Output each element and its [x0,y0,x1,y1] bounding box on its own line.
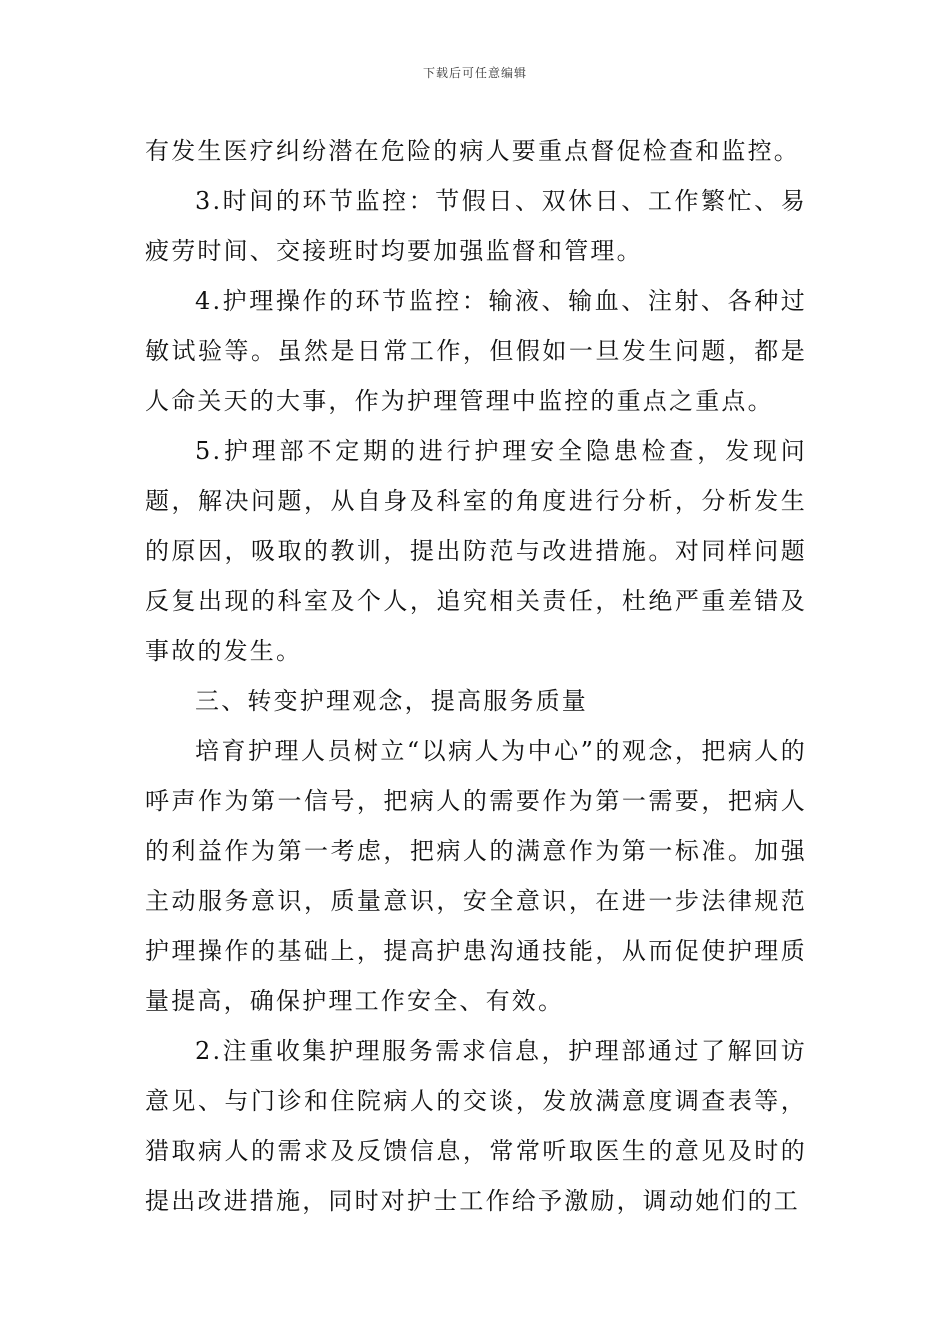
paragraph-6: 2.注重收集护理服务需求信息，护理部通过了解回访意见、与门诊和住院病人的交谈，发放满意度调查表等，猎取病人的需求及反馈信息，常常听取医生的意见及时的提出改进措施，同时对护士工作给予激励，调动她们的工 [145,1037,807,1215]
paragraph-4: 5.护理部不定期的进行护理安全隐患检查，发现问题，解决问题，从自身及科室的角度进行分析，分析发生的原因，吸取的教训，提出防范与改进措施。对同样问题反复出现的科室及个人，追究相关责任，杜绝严重差错及事故的发生。 [145,437,807,665]
paragraph-2: 3.时间的环节监控：节假日、双休日、工作繁忙、易疲劳时间、交接班时均要加强监督和管理。 [145,187,807,265]
paragraph-5: 培育护理人员树立“以病人为中心”的观念，把病人的呼声作为第一信号，把病人的需要作为第一需要，把病人的利益作为第一考虑，把病人的满意作为第一标准。加强主动服务意识，质量意识，安全意识，在进一步法律规范护理操作的基础上，提高护患沟通技能，从而促使护理质量提高，确保护理工作安全、有效。 [145,737,807,1015]
paragraph-3: 4.护理操作的环节监控：输液、输血、注射、各种过敏试验等。虽然是日常工作，但假如一旦发生问题，都是人命关天的大事，作为护理管理中监控的重点之重点。 [145,287,807,415]
paragraph-1: 有发生医疗纠纷潜在危险的病人要重点督促检查和监控。 [145,137,800,165]
page-header: 下载后可任意编辑 [422,66,527,80]
document-body [145,126,807,1226]
section-heading: 三、转变护理观念，提高服务质量 [195,687,588,715]
